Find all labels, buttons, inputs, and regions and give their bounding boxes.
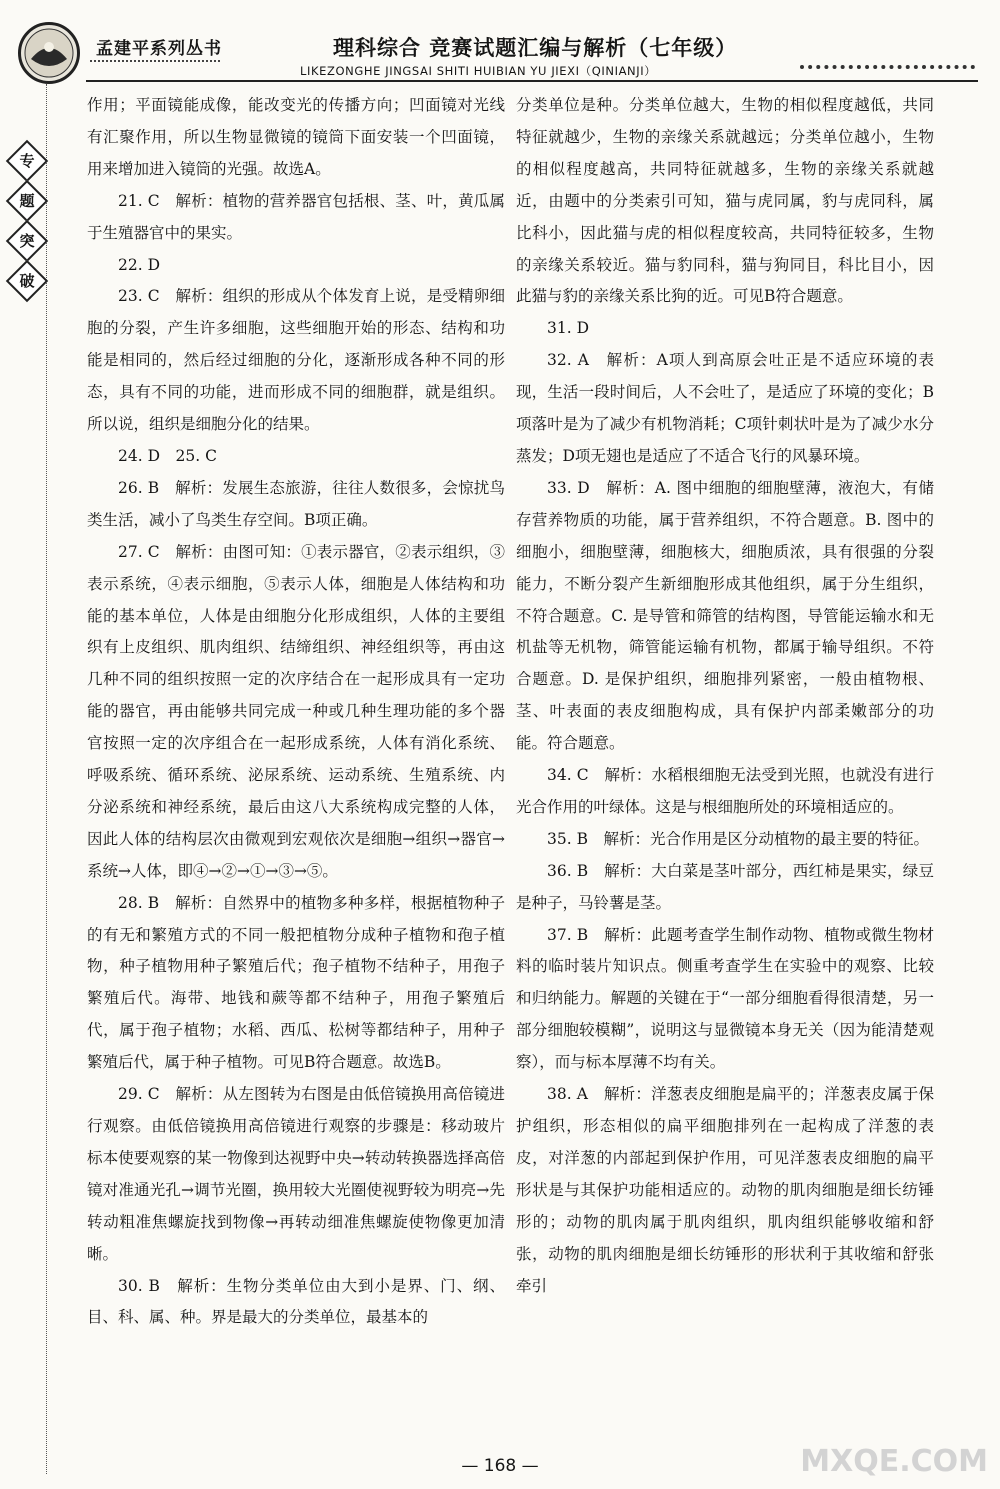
left-column: [87, 90, 505, 1334]
answer-paragraph: 21. C 解析：植物的营养器官包括根、茎、叶，黄瓜属于生殖器官中的果实。: [87, 191, 505, 242]
side-tab: [6, 220, 48, 262]
answer-paragraph: 37. B 解析：此题考查学生制作动物、植物或微生物材料的临时装片知识点。侧重考查学生在实验中的观察、比较和归纳能力。解题的关键在于“一部分细胞看得很清楚，另一部分细胞较模糊”，说明这与显微镜本身无关（因为能清楚观察），而与标本厚薄不均有关。: [516, 925, 934, 1072]
site-watermark: MXQE.COM: [800, 1444, 988, 1479]
answer-paragraph: 28. B 解析：自然界中的植物多种多样，根据植物种子的有无和繁殖方式的不同一般把植物分成种子植物和孢子植物，种子植物用种子繁殖后代；孢子植物不结种子，用孢子繁殖后代。海带、地钱和蕨等都不结种子，用孢子繁殖后代，属于孢子植物；水稻、西瓜、松树等都结种子，用种子繁殖后代，属于种子植物。可见B符合题意。故选B。: [87, 893, 505, 1072]
answer-paragraph: 30. B 解析：生物分类单位由大到小是界、门、纲、目、科、属、种。界是最大的分类单位，最基本的: [87, 1276, 505, 1327]
answer-paragraph: 36. B 解析：大白菜是茎叶部分，西红柿是果实，绿豆是种子，马铃薯是茎。: [516, 861, 934, 912]
answer-paragraph: 32. A 解析：A项人到高原会吐正是不适应环境的表现，生活一段时间后，人不会吐了，是适应了环境的变化；B项落叶是为了减少有机物消耗；C项针刺状叶是为了减少水分蒸发；D项无翅也是适应了不适合飞行的风暴环境。: [516, 351, 934, 465]
answer-paragraph: 分类单位是种。分类单位越大，生物的相似程度越低，共同特征就越少，生物的亲缘关系就越远；分类单位越小，生物的相似程度越高，共同特征就越多，生物的亲缘关系就越近，由题中的分类索引可知，猫与虎同属，豹与虎同科，属比科小，因此猫与虎的相似程度较高，共同特征较多，生物的亲缘关系较近。猫与豹同科，猫与狗同目，科比目小，因此猫与豹的亲缘关系比狗的近。可见B符合题意。: [516, 96, 934, 306]
header-decoration-left: [90, 60, 220, 62]
side-tab: [6, 260, 48, 302]
side-tab: [6, 140, 48, 182]
book-title: 理科综合 竞赛试题汇编与解析（七年级）: [333, 35, 738, 60]
book-title-pinyin: LIKEZONGHE JINGSAI SHITI HUIBIAN YU JIEXI（QINIANJI）: [300, 64, 657, 78]
side-tab-label: 破: [19, 272, 35, 290]
page-header: [0, 0, 1000, 80]
answer-paragraph: 35. B 解析：光合作用是区分动植物的最主要的特征。: [547, 829, 929, 848]
side-section-tabs: [2, 146, 52, 306]
answer-paragraph: 26. B 解析：发展生态旅游，往往人数很多，会惊扰鸟类生活，减小了鸟类生存空间。B项正确。: [87, 478, 505, 529]
answer-paragraph: 22. D: [118, 255, 161, 274]
header-decoration-right: [800, 65, 975, 69]
side-tab-label: 专: [19, 152, 35, 170]
answer-paragraph: 38. A 解析：洋葱表皮细胞是扁平的；洋葱表皮属于保护组织，形态相似的扁平细胞排列在一起构成了洋葱的表皮，对洋葱的内部起到保护作用，可见洋葱表皮细胞的扁平形状是与其保护功能相适应的。动物的肌肉细胞是细长纺锤形的；动物的肌肉属于肌肉组织，肌肉组织能够收缩和舒张，动物的肌肉细胞是细长纺锤形的形状利于其收缩和舒张牵引: [516, 1085, 934, 1295]
series-name: 孟建平系列丛书: [96, 39, 222, 59]
answer-paragraph: 34. C 解析：水稻根细胞无法受到光照，也就没有进行光合作用的叶绿体。这是与根细胞所处的环境相适应的。: [516, 766, 934, 816]
answer-paragraph: 31. D: [547, 319, 590, 338]
answer-paragraph: 33. D 解析：A. 图中细胞的细胞壁薄，液泡大，有储存营养物质的功能，属于营养组织，不符合题意。B. 图中的细胞小，细胞壁薄，细胞核大，细胞质浓，具有很强的分裂能力，不断分裂产生新细胞形成其他组织，属于分生组织，不符合题意。C. 是导管和筛管的结构图，导管能运输水和无机盐等无机物，筛管能运输有机物，都属于输导组织。不符合题意。D. 是保护组织，细胞排列紧密，一般由植物根、茎、叶表面的表皮细胞构成，具有保护内部柔嫩部分的功能。符合题意。: [516, 478, 934, 753]
page-number: — 168 —: [461, 1456, 539, 1476]
answer-paragraph: 29. C 解析：从左图转为右图是由低倍镜换用高倍镜进行观察。由低倍镜换用高倍镜进行观察的步骤是：移动玻片标本使要观察的某一物像到达视野中央→转动转换器选择高倍镜对准通光孔→调节光圈，换用较大光圈使视野较为明亮→先转动粗准焦螺旋找到物像→再转动细准焦螺旋使物像更加清晰。: [87, 1085, 505, 1263]
answer-paragraph: 24. D 25. C: [118, 446, 217, 465]
answer-paragraph: 27. C 解析：由图可知：①表示器官，②表示组织，③表示系统，④表示细胞，⑤表示人体，细胞是人体结构和功能的基本单位，人体是由细胞分化形成组织，人体的主要组织有上皮组织、肌肉组织、结缔组织、神经组织等，再由这几种不同的组织按照一定的次序结合在一起形成具有一定功能的器官，再由能够共同完成一种或几种生理功能的多个器官按照一定的次序组合在一起形成系统，人体有消化系统、呼吸系统、循环系统、泌尿系统、运动系统、生殖系统、内分泌系统和神经系统，最后由这八大系统构成完整的人体，因此人体的结构层次由微观到宏观依次是细胞→组织→器官→系统→人体，即④→②→①→③→⑤。: [87, 542, 505, 880]
answer-paragraph: 23. C 解析：组织的形成从个体发育上说，是受精卵细胞的分裂，产生许多细胞，这些细胞开始的形态、结构和功能是相同的，然后经过细胞的分化，逐渐形成各种不同的形态，具有不同的功能，进而形成不同的细胞群，就是组织。所以说，组织是细胞分化的结果。: [87, 287, 505, 434]
answer-paragraph: 作用；平面镜能成像，能改变光的传播方向；凹面镜对光线有汇聚作用，所以生物显微镜的镜筒下面安装一个凹面镜，用来增加进入镜筒的光强。故选A。: [87, 96, 505, 178]
series-logo-icon: [18, 22, 80, 84]
side-tab-label: 题: [19, 192, 35, 210]
side-tab-label: 突: [19, 232, 35, 250]
header-rule: [86, 80, 978, 82]
right-column: [516, 90, 934, 1302]
side-tab: [6, 180, 48, 222]
